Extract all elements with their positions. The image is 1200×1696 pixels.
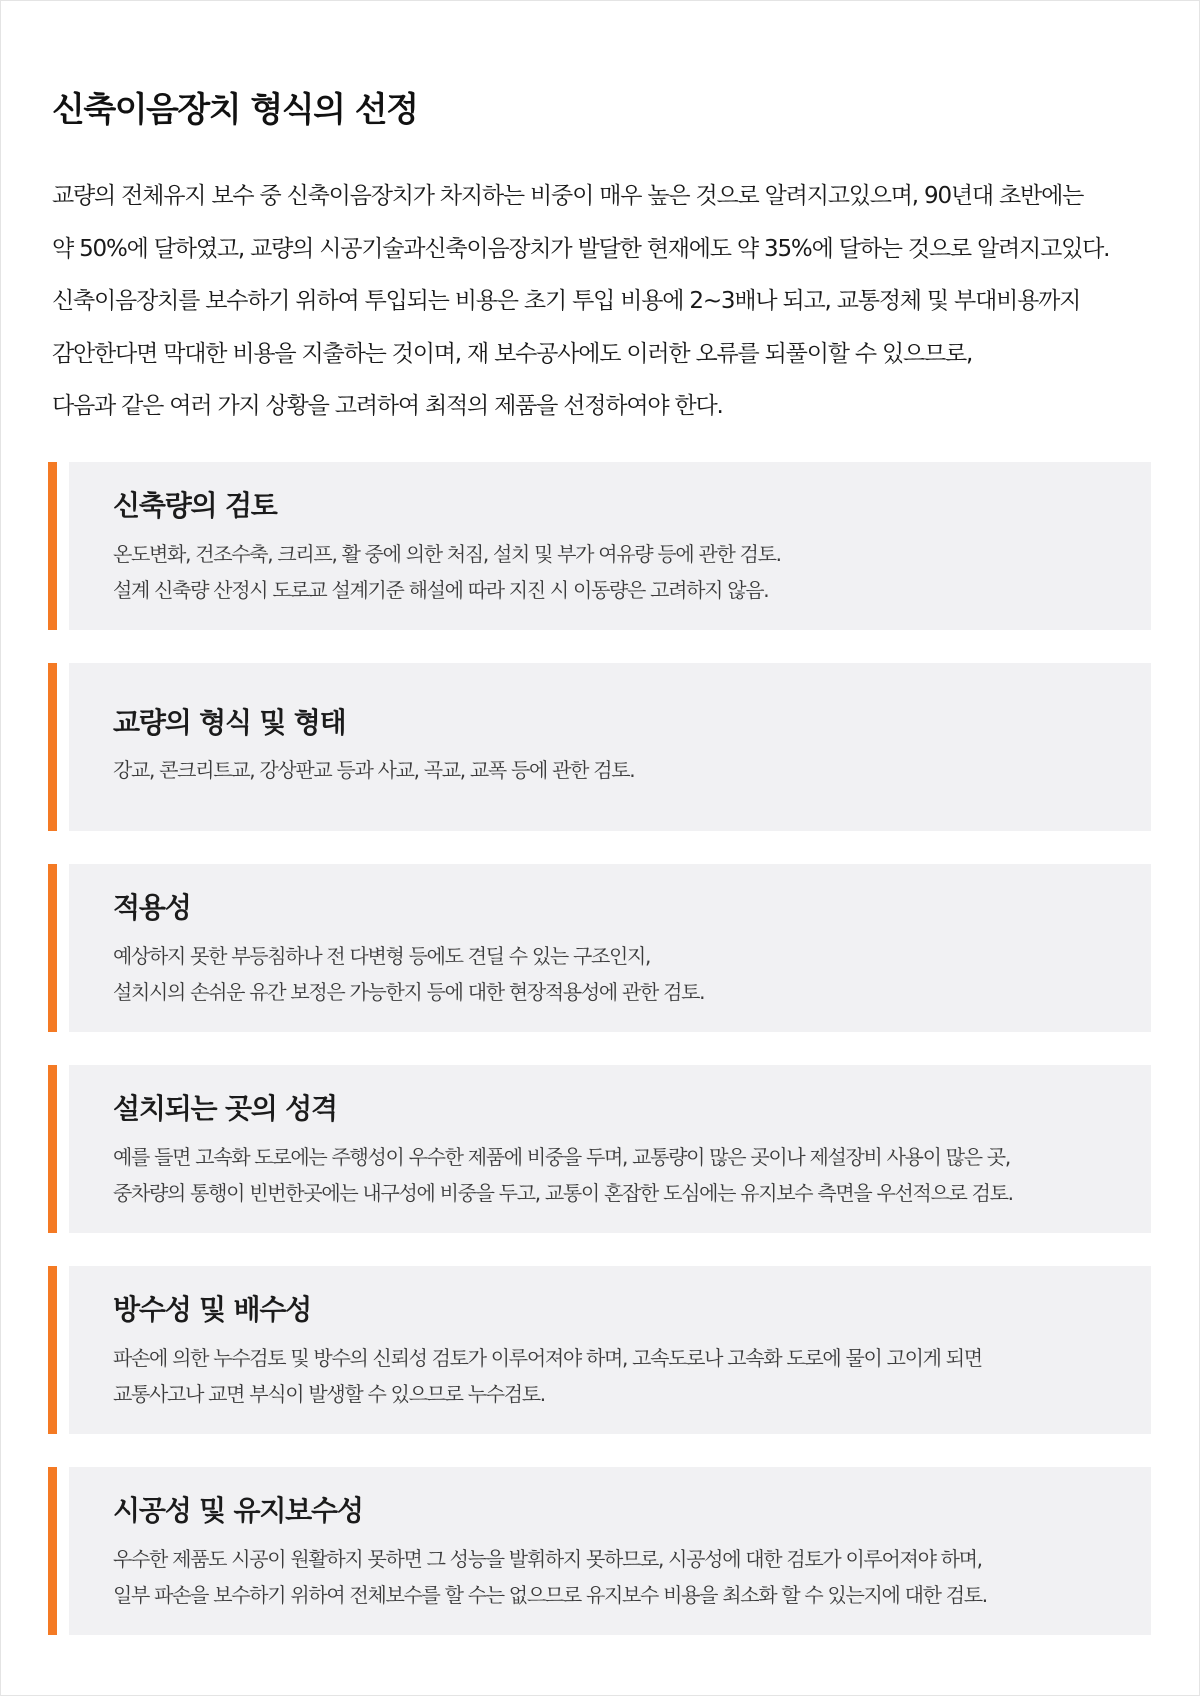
section-body [113, 1541, 1123, 1613]
section-constructability [48, 1467, 1151, 1635]
section-site-character [48, 1065, 1151, 1233]
page-title: 신축이음장치 형식의 선정 [52, 90, 418, 130]
section-body-line: 파손에 의한 누수검토 및 방수의 신뢰성 검토가 이루어져야 하며, 고속도로나 고속화 도로에 물이 고이게 되면 [113, 1346, 982, 1370]
section-accent-bar [48, 1467, 57, 1635]
section-bridge-type [48, 663, 1151, 831]
section-accent-bar [48, 864, 57, 1032]
section-title: 신축량의 검토 [113, 489, 277, 522]
section-body [113, 938, 1123, 1010]
section-body-line: 중차량의 통행이 빈번한곳에는 내구성에 비중을 두고, 교통이 혼잡한 도심에는 유지보수 측면을 우선적으로 검토. [113, 1181, 1013, 1205]
section-accent-bar [48, 462, 57, 630]
intro-line: 다음과 같은 여러 가지 상황을 고려하여 최적의 제품을 선정하여야 한다. [52, 393, 723, 419]
intro-line: 신축이음장치를 보수하기 위하여 투입되는 비용은 초기 투입 비용에 2~3배나 되고, 교통정체 및 부대비용까지 [52, 288, 1081, 314]
section-body-line: 온도변화, 건조수축, 크리프, 활 중에 의한 처짐, 설치 및 부가 여유량 등에 관한 검토. [113, 542, 781, 566]
intro-line: 약 50%에 달하였고, 교량의 시공기술과신축이음장치가 발달한 현재에도 약 35%에 달하는 것으로 알려지고있다. [52, 235, 1110, 262]
section-title: 적용성 [113, 891, 191, 924]
intro-line: 감안한다면 막대한 비용을 지출하는 것이며, 재 보수공사에도 이러한 오류를 되풀이할 수 있으므로, [52, 340, 973, 367]
section-title: 시공성 및 유지보수성 [113, 1494, 363, 1527]
section-body-line: 강교, 콘크리트교, 강상판교 등과 사교, 곡교, 교폭 등에 관한 검토. [113, 758, 635, 782]
section-body [113, 752, 1123, 788]
intro-line: 교량의 전체유지 보수 중 신축이음장치가 차지하는 비중이 매우 높은 것으로 알려지고있으며, 90년대 초반에는 [52, 183, 1084, 209]
section-title: 교량의 형식 및 형태 [113, 706, 346, 739]
section-accent-bar [48, 663, 57, 831]
section-body-line: 교통사고나 교면 부식이 발생할 수 있으므로 누수검토. [113, 1382, 545, 1406]
intro-paragraph [52, 170, 1177, 433]
section-body [113, 1139, 1123, 1211]
section-title: 설치되는 곳의 성격 [113, 1092, 337, 1125]
section-body-line: 설계 신축량 산정시 도로교 설계기준 해설에 따라 지진 시 이동량은 고려하지 않음. [113, 578, 769, 602]
section-body [113, 536, 1123, 608]
section-title: 방수성 및 배수성 [113, 1293, 312, 1326]
section-body-line: 예상하지 못한 부등침하나 전 다변형 등에도 견딜 수 있는 구조인지, [113, 944, 651, 968]
section-accent-bar [48, 1065, 57, 1233]
section-body [113, 1340, 1123, 1412]
section-accent-bar [48, 1266, 57, 1434]
section-body-line: 우수한 제품도 시공이 원활하지 못하면 그 성능을 발휘하지 못하므로, 시공성에 대한 검토가 이루어져야 하며, [113, 1547, 982, 1571]
section-body-line: 예를 들면 고속화 도로에는 주행성이 우수한 제품에 비중을 두며, 교통량이 많은 곳이나 제설장비 사용이 많은 곳, [113, 1145, 1010, 1169]
section-applicability [48, 864, 1151, 1032]
section-body-line: 설치시의 손쉬운 유간 보정은 가능한지 등에 대한 현장적용성에 관한 검토. [113, 980, 705, 1004]
section-waterproofing [48, 1266, 1151, 1434]
section-card [69, 663, 1151, 831]
section-body-line: 일부 파손을 보수하기 위하여 전체보수를 할 수는 없으므로 유지보수 비용을 최소화 할 수 있는지에 대한 검토. [113, 1583, 987, 1607]
section-expansion-review [48, 462, 1151, 630]
